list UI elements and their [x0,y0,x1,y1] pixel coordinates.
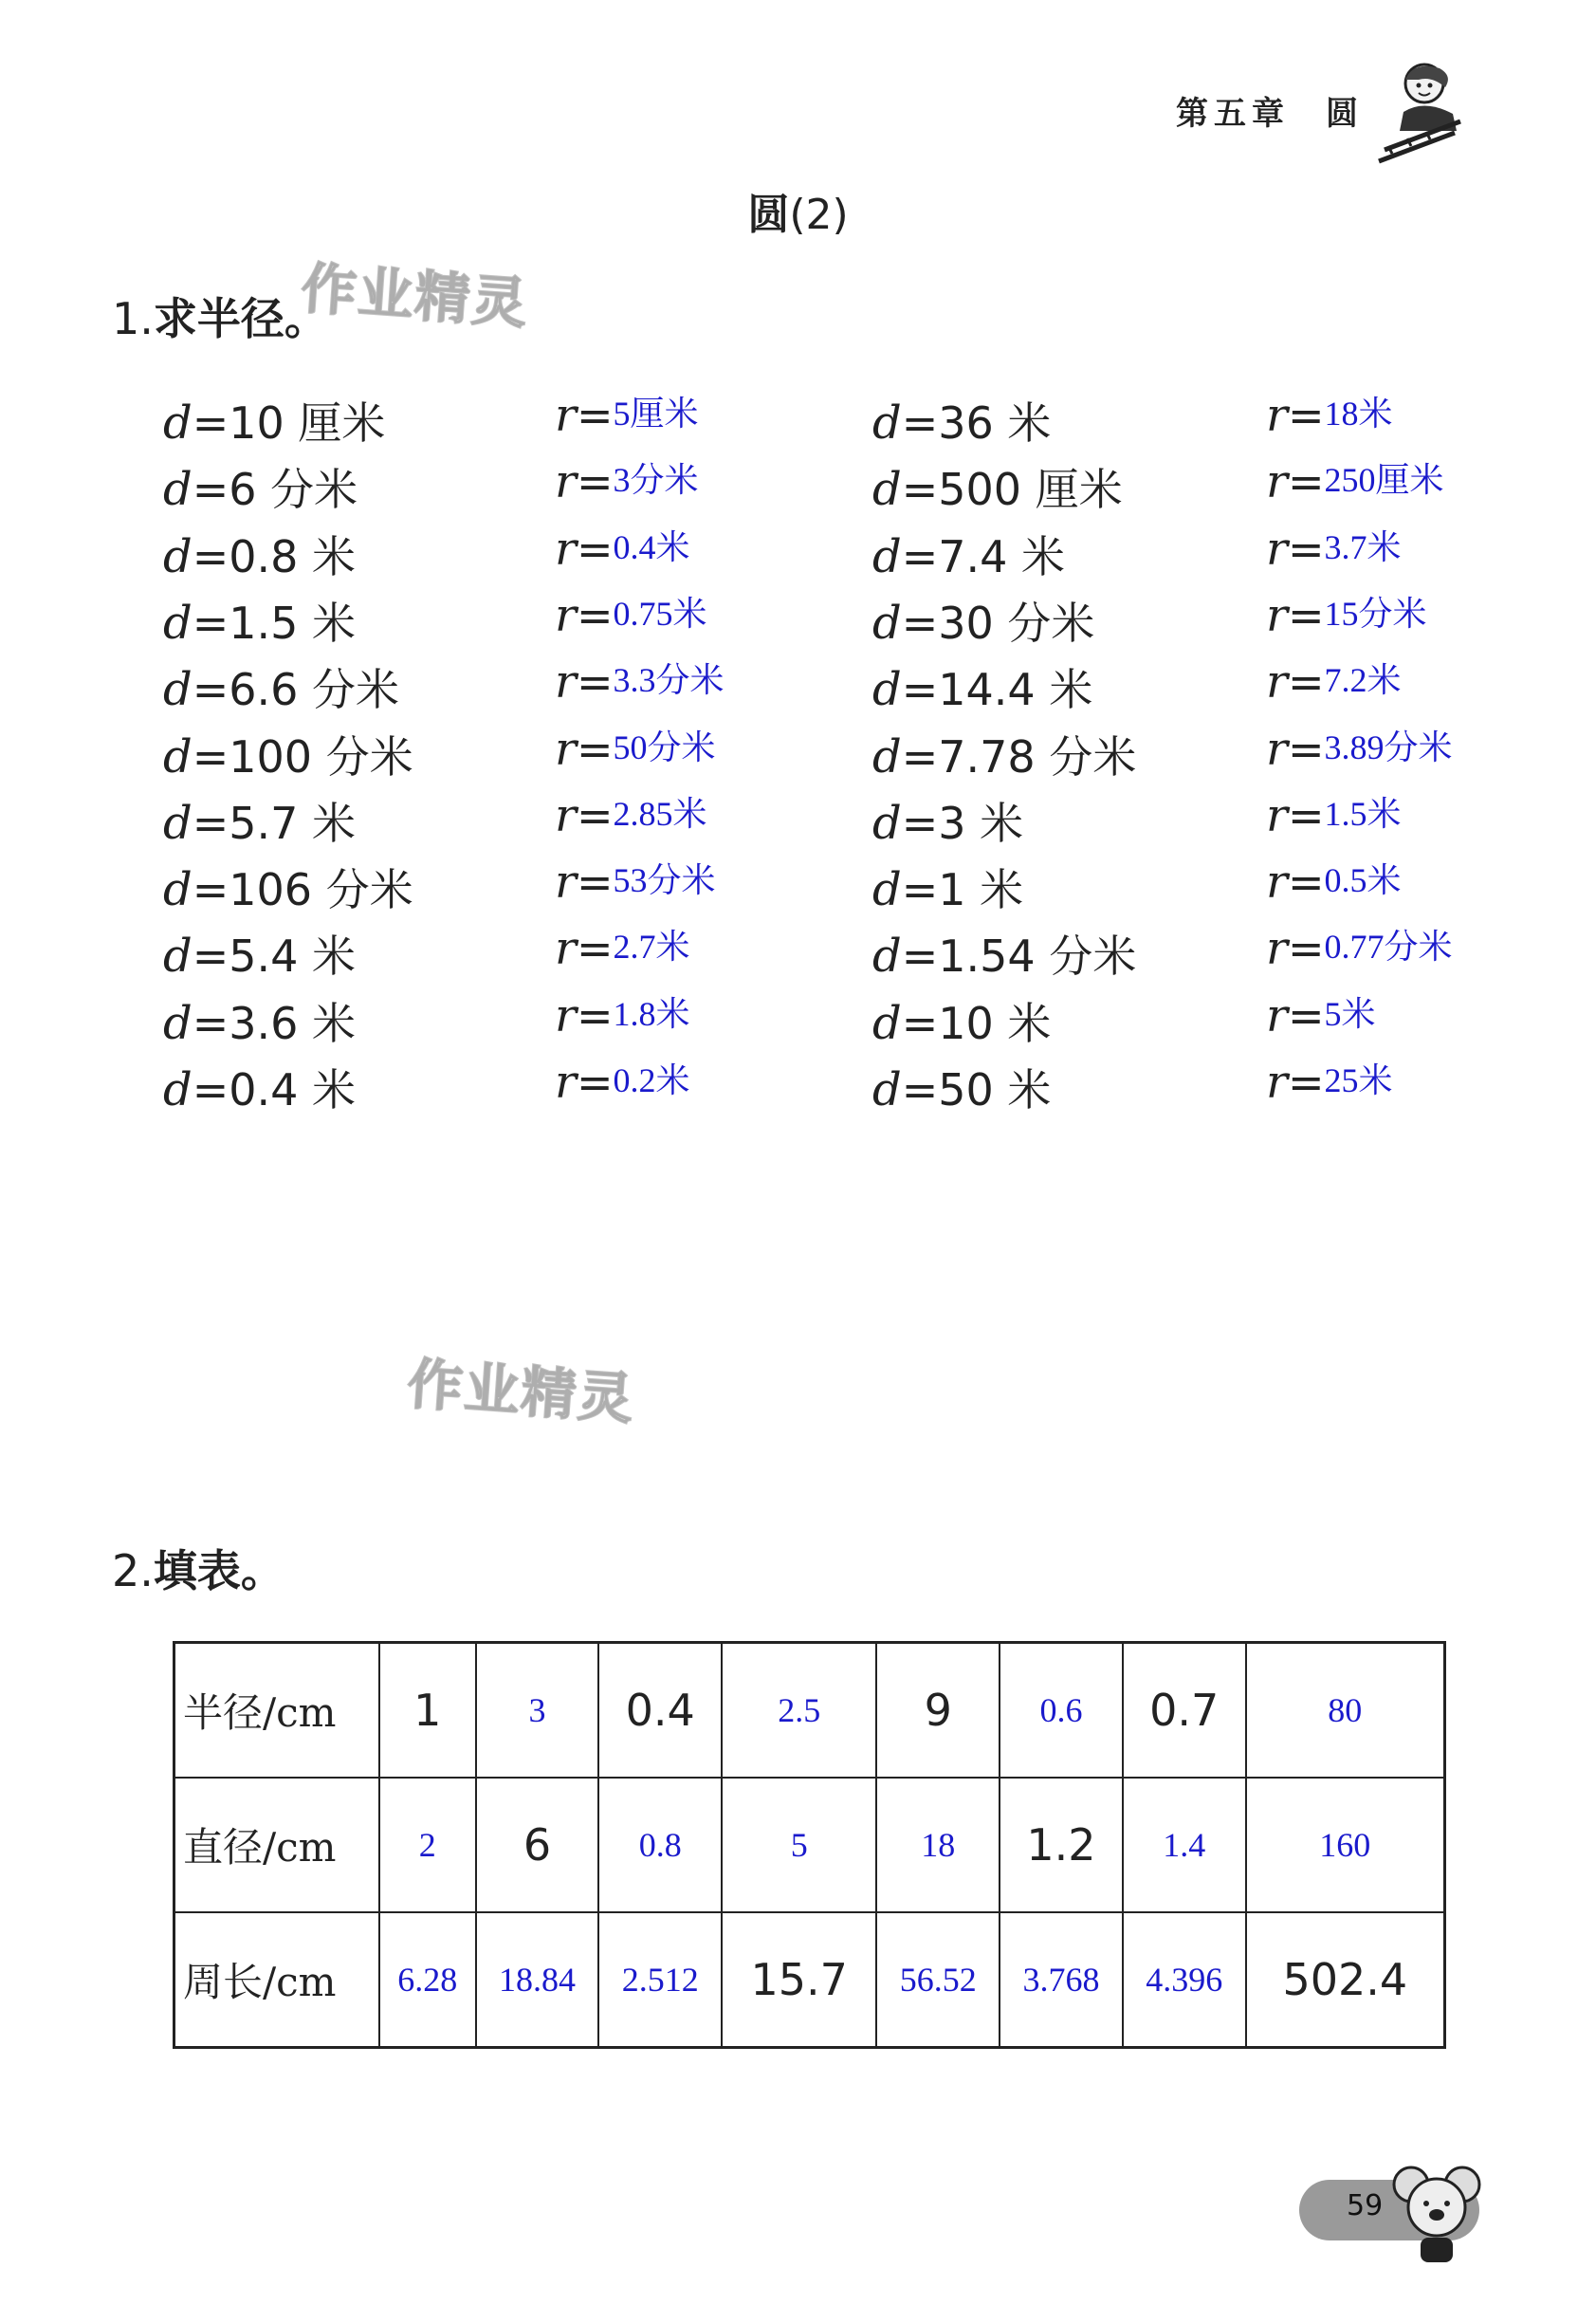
table-answer-cell: 1.4 [1123,1778,1246,1912]
table-given-cell: 0.7 [1123,1643,1246,1779]
table-given-cell: 15.7 [722,1912,876,2048]
diameter-given [163,455,358,518]
radius-answer [555,655,725,709]
radius-answer [555,989,690,1042]
diameter-given [872,1056,1051,1118]
d-symbol: d [163,396,193,450]
diameter-given [872,389,1051,452]
radius-answer [1266,789,1402,842]
answer-value: 0.4米 [613,528,690,566]
d-symbol: d [163,863,193,916]
r-symbol: r [1266,856,1288,909]
equals-sign: = [1287,857,1325,908]
table-answer-cell: 18 [876,1778,1000,1912]
r-symbol: r [1266,723,1288,776]
table-row [174,1912,1445,2048]
equals-sign: = [1287,1057,1325,1108]
table-answer-cell: 160 [1246,1778,1445,1912]
d-symbol: d [872,463,902,516]
answer-value: 0.2米 [613,1061,690,1099]
answer-value: 250厘米 [1324,461,1444,499]
equals-sign: = [576,524,614,575]
d-symbol: d [163,730,193,784]
d-symbol: d [872,396,902,450]
equals-sign: = [1287,990,1325,1042]
equals-sign: = [1287,390,1325,441]
answer-value: 2.7米 [613,928,690,966]
section2-heading [112,1537,284,1599]
radius-row [0,655,1596,731]
radius-answer [555,1056,690,1109]
equals-sign: = [576,590,614,641]
watermark-top: 作业精灵 [299,255,531,337]
equals-sign: = [576,990,614,1042]
d-symbol: d [163,1063,193,1116]
given-value: =1.5 米 [192,598,357,649]
r-symbol: r [555,922,577,975]
answer-value: 1.8米 [613,995,690,1033]
d-symbol: d [872,930,902,983]
given-value: =0.4 米 [192,1064,357,1115]
answer-value: 15分米 [1324,595,1427,633]
radius-answer [1266,589,1427,642]
table-given-cell: 6 [476,1778,599,1912]
equals-sign: = [1287,456,1325,507]
radius-answer [1266,389,1393,442]
diameter-given [163,389,385,452]
r-symbol: r [1266,455,1288,508]
radius-answer [1266,523,1402,576]
r-symbol: r [555,989,577,1042]
diameter-given [163,856,413,918]
r-symbol: r [1266,589,1288,642]
watermark-middle: 作业精灵 [405,1351,637,1432]
r-symbol: r [555,789,577,842]
equals-sign: = [1287,923,1325,974]
equals-sign: = [1287,656,1325,708]
r-symbol: r [555,1056,577,1109]
d-symbol: d [163,463,193,516]
table-given-cell: 9 [876,1643,1000,1779]
d-symbol: d [163,663,193,716]
answer-value: 18米 [1324,395,1393,433]
section2-index: 2. [112,1545,154,1596]
d-symbol: d [163,997,193,1050]
mascot-koala-icon [1385,2158,1489,2272]
radius-row [0,789,1596,865]
radius-answer [555,455,699,508]
diameter-given [872,455,1123,518]
equals-sign: = [576,656,614,708]
r-symbol: r [555,389,577,442]
r-symbol: r [555,523,577,576]
radius-answer [1266,455,1444,508]
radius-row [0,856,1596,931]
section2-title: 填表。 [153,1545,284,1596]
radius-row [0,922,1596,998]
radius-row [0,455,1596,531]
radius-row [0,523,1596,599]
d-symbol: d [163,530,193,583]
table-answer-cell: 2 [379,1778,476,1912]
diameter-given [872,723,1136,785]
radius-answer [1266,1056,1393,1109]
diameter-given [163,655,399,718]
table-answer-cell: 5 [722,1778,876,1912]
equals-sign: = [576,724,614,775]
equals-sign: = [1287,790,1325,841]
radius-row [0,389,1596,465]
r-symbol: r [1266,1056,1288,1109]
d-symbol: d [872,1063,902,1116]
equals-sign: = [576,857,614,908]
radius-answer [1266,989,1376,1042]
table-given-cell: 0.4 [598,1643,722,1779]
given-value: =3.6 米 [192,998,357,1049]
d-symbol: d [872,863,902,916]
given-value: =10 厘米 [192,397,386,449]
diameter-given [163,723,413,785]
d-symbol: d [872,997,902,1050]
section1-index: 1. [112,293,154,344]
answer-value: 7.2米 [1324,661,1402,699]
given-value: =5.4 米 [192,931,357,982]
row-header: 半径/cm [174,1643,380,1779]
answer-value: 3.7米 [1324,528,1402,566]
answer-value: 0.5米 [1324,861,1402,899]
radius-answer [1266,922,1453,975]
answer-value: 3.89分米 [1324,728,1453,766]
equals-sign: = [1287,590,1325,641]
table-answer-cell: 2.512 [598,1912,722,2048]
d-symbol: d [872,597,902,650]
radius-answer [555,922,690,975]
given-value: =1 米 [901,864,1024,915]
equals-sign: = [576,923,614,974]
row-header: 直径/cm [174,1778,380,1912]
page-title [0,180,1596,241]
equals-sign: = [576,456,614,507]
diameter-given [163,789,356,852]
answer-value: 25米 [1324,1061,1393,1099]
r-symbol: r [555,455,577,508]
equals-sign: = [576,1057,614,1108]
r-symbol: r [555,856,577,909]
d-symbol: d [163,930,193,983]
diameter-given [163,989,356,1052]
answer-value: 2.85米 [613,795,707,833]
d-symbol: d [872,797,902,850]
radius-answer [555,723,716,776]
answer-value: 3.3分米 [613,661,725,699]
diameter-given [163,589,356,652]
chapter-header [1176,87,1364,134]
table-given-cell: 1.2 [1000,1778,1123,1912]
section1-title: 求半径。 [153,293,328,344]
row-header: 周长/cm [174,1912,380,2048]
diameter-given [872,589,1094,652]
diameter-given [163,523,356,585]
given-value: =6.6 分米 [192,664,400,715]
given-value: =3 米 [901,798,1024,849]
table-answer-cell: 3.768 [1000,1912,1123,2048]
diameter-given [872,523,1065,585]
radius-answer [1266,856,1402,909]
table-row [174,1778,1445,1912]
given-value: =7.4 米 [901,531,1066,582]
d-symbol: d [872,730,902,784]
r-symbol: r [555,723,577,776]
table-answer-cell: 3 [476,1643,599,1779]
table-answer-cell: 6.28 [379,1912,476,2048]
table-row [174,1643,1445,1779]
chapter-name: 圆 [1326,95,1364,133]
table-answer-cell: 0.8 [598,1778,722,1912]
answer-value: 1.5米 [1324,795,1402,833]
radius-answer [555,856,716,909]
equals-sign: = [1287,524,1325,575]
r-symbol: r [1266,389,1288,442]
r-symbol: r [1266,989,1288,1042]
radius-answer [555,523,690,576]
r-symbol: r [1266,523,1288,576]
table-given-cell: 502.4 [1246,1912,1445,2048]
given-value: =0.8 米 [192,531,357,582]
radius-row [0,1056,1596,1132]
radius-answer [1266,723,1453,776]
diameter-given [163,1056,356,1118]
d-symbol: d [163,597,193,650]
answer-value: 50分米 [613,728,716,766]
table-answer-cell: 80 [1246,1643,1445,1779]
diameter-given [872,655,1092,718]
given-value: =7.78 分米 [901,731,1137,783]
given-value: =100 分米 [192,731,413,783]
equals-sign: = [576,790,614,841]
radius-answer [555,789,707,842]
fill-table [173,1641,1446,2049]
radius-row [0,723,1596,799]
title-suffix: (2) [789,191,849,239]
radius-answer [1266,655,1402,709]
radius-row [0,989,1596,1065]
radius-answer [555,589,707,642]
radius-row [0,589,1596,665]
section1-heading [112,285,328,347]
answer-value: 5米 [1324,995,1376,1033]
r-symbol: r [555,589,577,642]
r-symbol: r [1266,789,1288,842]
table-answer-cell: 56.52 [876,1912,1000,2048]
diameter-given [872,789,1023,852]
diameter-given [872,922,1136,985]
equals-sign: = [576,390,614,441]
answer-value: 5厘米 [613,395,699,433]
given-value: =10 米 [901,998,1052,1049]
r-symbol: r [1266,922,1288,975]
given-value: =14.4 米 [901,664,1093,715]
given-value: =36 米 [901,397,1052,449]
given-value: =6 分米 [192,464,358,515]
given-value: =30 分米 [901,598,1095,649]
table-answer-cell: 18.84 [476,1912,599,2048]
r-symbol: r [1266,655,1288,709]
mascot-girl-icon [1366,55,1479,169]
title-main: 圆 [747,191,790,239]
table-answer-cell: 2.5 [722,1643,876,1779]
diameter-given [163,922,356,985]
answer-value: 53分米 [613,861,716,899]
given-value: =106 分米 [192,864,413,915]
given-value: =500 厘米 [901,464,1123,515]
given-value: =1.54 分米 [901,931,1137,982]
radius-answer [555,389,699,442]
diameter-given [872,989,1051,1052]
table-given-cell: 1 [379,1643,476,1779]
equals-sign: = [1287,724,1325,775]
answer-value: 0.77分米 [1324,928,1453,966]
chapter-label: 第五章 [1176,95,1290,133]
table-answer-cell: 0.6 [1000,1643,1123,1779]
given-value: =50 米 [901,1064,1052,1115]
answer-value: 0.75米 [613,595,707,633]
d-symbol: d [163,797,193,850]
diameter-given [872,856,1023,918]
table-answer-cell: 4.396 [1123,1912,1246,2048]
d-symbol: d [872,530,902,583]
answer-value: 3分米 [613,461,699,499]
d-symbol: d [872,663,902,716]
r-symbol: r [555,655,577,709]
page-number: 59 [1347,2189,1384,2222]
given-value: =5.7 米 [192,798,357,849]
